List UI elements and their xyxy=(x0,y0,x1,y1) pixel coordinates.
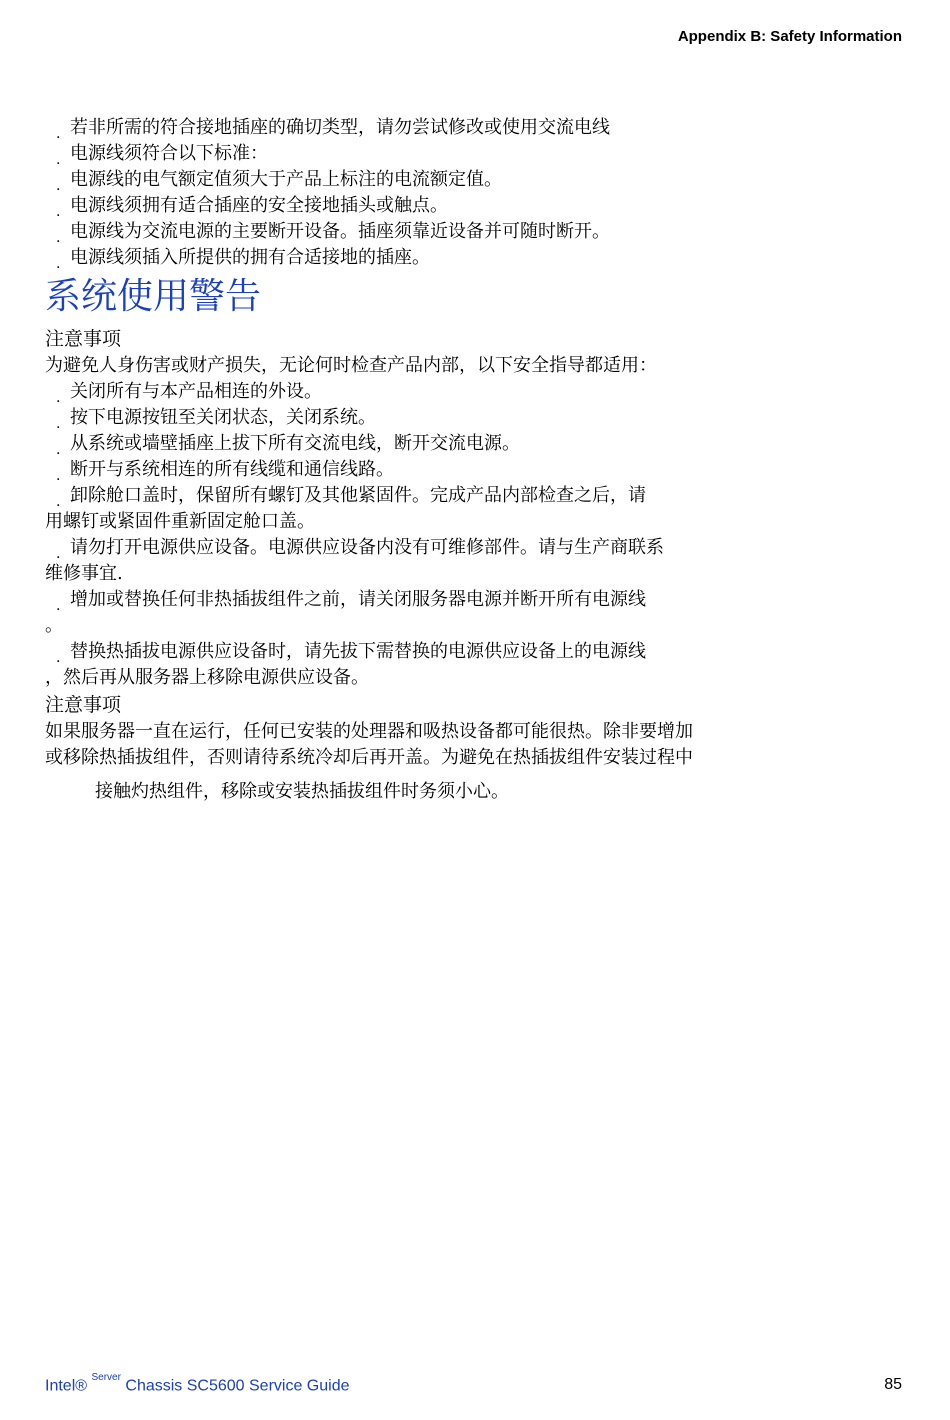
list-item: . 卸除舱口盖时，保留所有螺钉及其他紧固件。完成产品内部检查之后，请 xyxy=(45,483,905,509)
page-content xyxy=(45,115,905,805)
list-item: . 电源线须符合以下标准： xyxy=(45,141,905,167)
list-item: . 电源线须插入所提供的拥有合适接地的插座。 xyxy=(45,245,905,271)
caution-heading: 注意事项 xyxy=(45,694,122,716)
caution-intro: 为避免人身伤害或财产损失，无论何时检查产品内部，以下安全指导都适用： xyxy=(45,355,657,376)
caution-heading: 注意事项 xyxy=(45,328,122,350)
paragraph-line: 或移除热插拔组件，否则请待系统冷却后再开盖。为避免在热插拔组件安装过程中 xyxy=(45,747,693,768)
footer-guide-title: Chassis SC5600 Service Guide xyxy=(125,1377,350,1395)
footer-title xyxy=(45,1372,350,1395)
page-number: 85 xyxy=(884,1376,902,1393)
section-title: 系统使用警告 xyxy=(45,276,262,317)
list-item: . 增加或替换任何非热插拔组件之前，请关闭服务器电源并断开所有电源线 xyxy=(45,587,905,613)
paragraph-line: 接触灼热组件，移除或安装热插拔组件时务须小心。 xyxy=(95,781,509,802)
list-item: . 电源线的电气额定值须大于产品上标注的电流额定值。 xyxy=(45,167,905,193)
list-item-continuation: 。 xyxy=(45,615,63,636)
list-item: . 电源线须拥有适合插座的安全接地插头或触点。 xyxy=(45,193,905,219)
running-header: Appendix B: Safety Information xyxy=(677,28,902,45)
list-item: . 电源线为交流电源的主要断开设备。插座须靠近设备并可随时断开。 xyxy=(45,219,905,245)
list-item: . 若非所需的符合接地插座的确切类型，请勿尝试修改或使用交流电线 xyxy=(45,115,905,141)
list-item-continuation: 维修事宜. xyxy=(45,563,123,584)
list-item: . 从系统或墙壁插座上拔下所有交流电线，断开交流电源。 xyxy=(45,431,905,457)
list-item-continuation: ，然后再从服务器上移除电源供应设备。 xyxy=(45,667,369,688)
list-item: . 关闭所有与本产品相连的外设。 xyxy=(45,379,905,405)
footer-superscript: Server xyxy=(91,1372,121,1383)
list-item: . 按下电源按钮至关闭状态，关闭系统。 xyxy=(45,405,905,431)
list-item: . 断开与系统相连的所有线缆和通信线路。 xyxy=(45,457,905,483)
list-item: . 替换热插拔电源供应设备时，请先拔下需替换的电源供应设备上的电源线 xyxy=(45,639,905,665)
list-item-continuation: 用螺钉或紧固件重新固定舱口盖。 xyxy=(45,511,315,532)
paragraph-line: 如果服务器一直在运行，任何已安装的处理器和吸热设备都可能很热。除非要增加 xyxy=(45,721,693,742)
list-item: . 请勿打开电源供应设备。电源供应设备内没有可维修部件。请与生产商联系 xyxy=(45,535,905,561)
footer-brand: Intel® xyxy=(45,1377,88,1395)
